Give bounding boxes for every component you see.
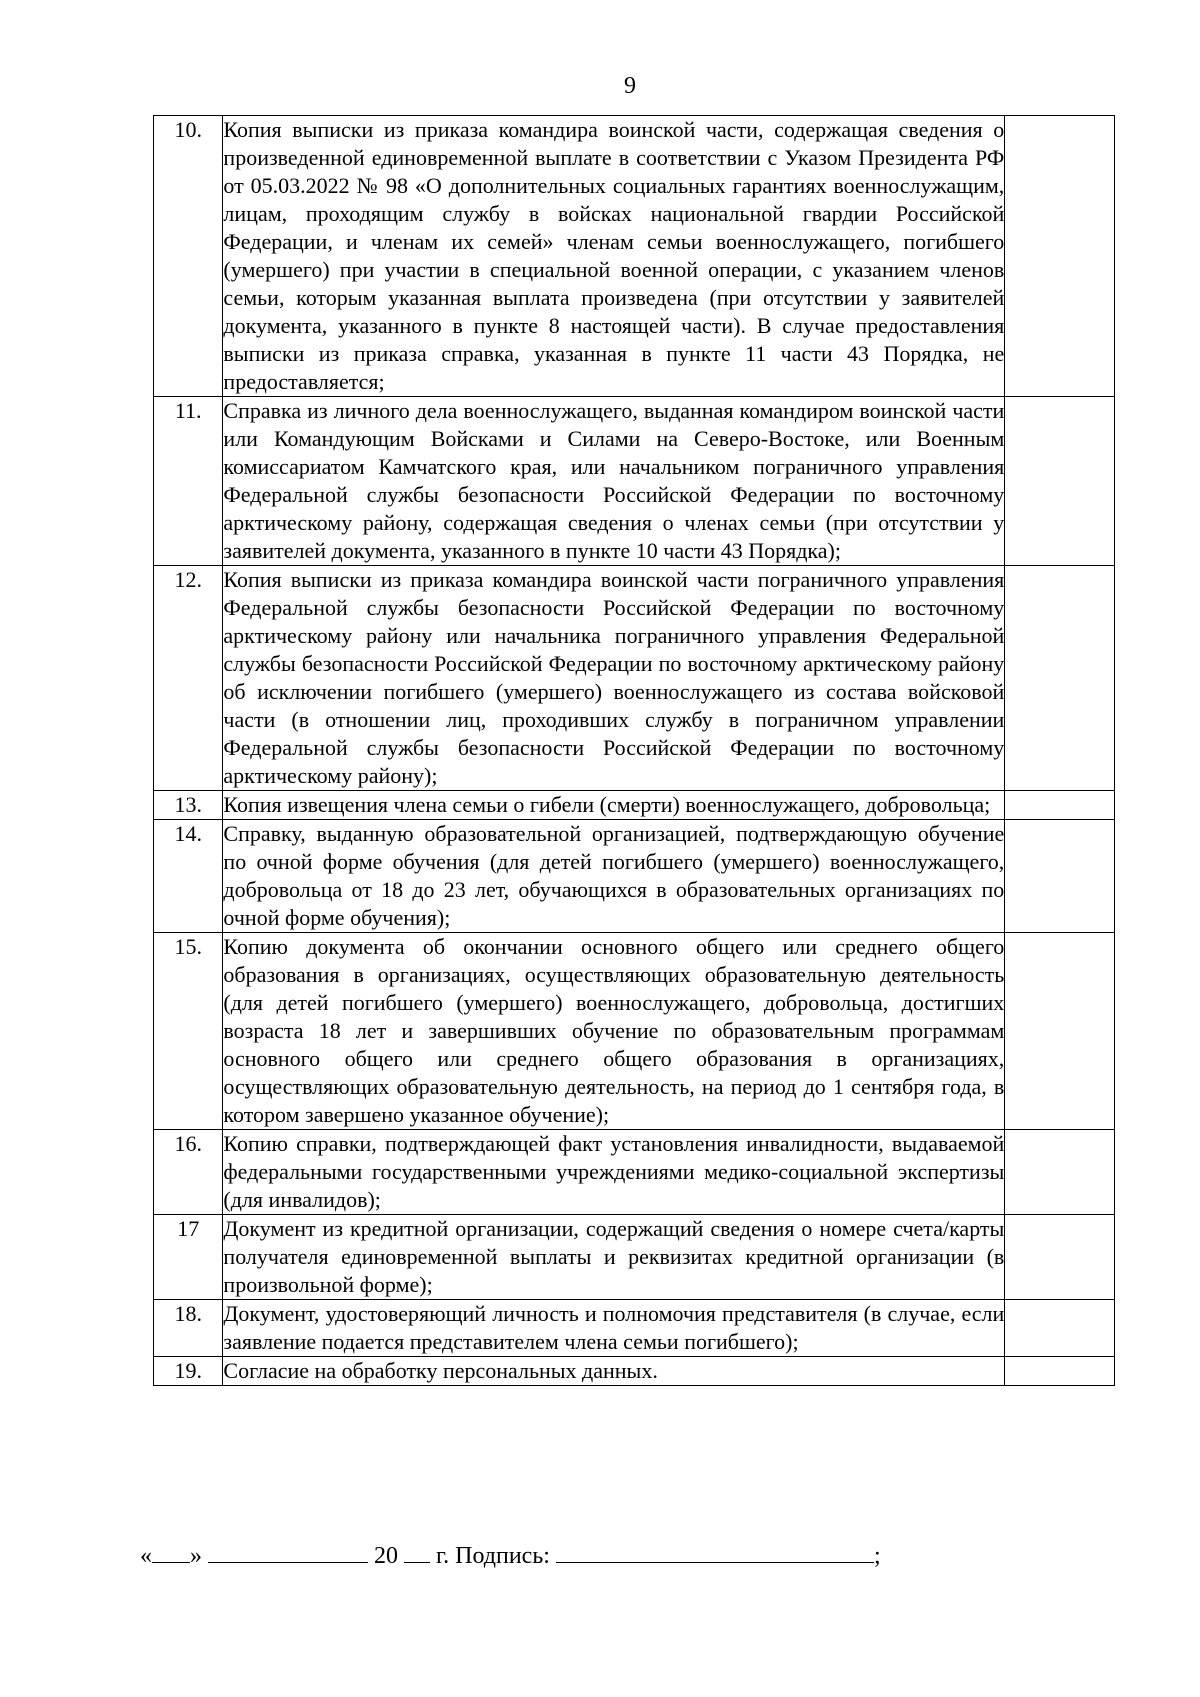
table-row	[154, 933, 1115, 1130]
table-row	[154, 791, 1115, 820]
row-mark-cell[interactable]	[1005, 566, 1115, 791]
table-row	[154, 397, 1115, 566]
table-row	[154, 1215, 1115, 1300]
row-mark-cell[interactable]	[1005, 1300, 1115, 1357]
row-number: 19.	[154, 1357, 223, 1386]
row-text: Согласие на обработку персональных данных.	[223, 1357, 1005, 1386]
row-text: Копия выписки из приказа командира воинской части пограничного управления Федеральной службы безопасности Российской Федерации по восточному арктическому району или начальника пограничного управления Федеральной службы безопасности Российской Федерации по восточному арктическому району об исключении погибшего (умершего) военнослужащего из состава войсковой части (в отношении лиц, проходивших службу в пограничном управлении Федеральной службы безопасности Российской Федерации по восточному арктическому району);	[223, 566, 1005, 791]
table-row	[154, 820, 1115, 933]
documents-table-body	[154, 116, 1115, 1386]
table-row	[154, 566, 1115, 791]
page-number: 9	[624, 73, 636, 99]
year-blank	[404, 1540, 430, 1563]
row-number: 16.	[154, 1130, 223, 1215]
row-number: 18.	[154, 1300, 223, 1357]
row-mark-cell[interactable]	[1005, 1130, 1115, 1215]
row-mark-cell[interactable]	[1005, 1215, 1115, 1300]
row-mark-cell[interactable]	[1005, 791, 1115, 820]
row-mark-cell[interactable]	[1005, 116, 1115, 397]
close-quote: »	[190, 1543, 202, 1569]
row-text: Копия извещения члена семьи о гибели (смерти) военнослужащего, добровольца;	[223, 791, 1005, 820]
signature-blank	[556, 1540, 874, 1563]
row-number: 15.	[154, 933, 223, 1130]
row-mark-cell[interactable]	[1005, 933, 1115, 1130]
row-text: Справку, выданную образовательной организацией, подтверждающую обучение по очной форме обучения (для детей погибшего (умершего) военнослужащего, добровольца от 18 до 23 лет, обучающихся в образовательных организациях по очной форме обучения);	[223, 820, 1005, 933]
row-mark-cell[interactable]	[1005, 397, 1115, 566]
row-mark-cell[interactable]	[1005, 820, 1115, 933]
table-row	[154, 116, 1115, 397]
day-blank	[152, 1540, 190, 1563]
year-prefix: 20	[374, 1543, 398, 1569]
row-number: 10.	[154, 116, 223, 397]
signature-end: ;	[873, 1543, 881, 1569]
row-number: 11.	[154, 397, 223, 566]
row-mark-cell[interactable]	[1005, 1357, 1115, 1386]
open-quote: «	[140, 1543, 152, 1569]
row-text: Копию документа об окончании основного общего или среднего общего образования в организациях, осуществляющих образовательную деятельность (для детей погибшего (умершего) военнослужащего, добровольца, достигших возраста 18 лет и завершивших обучение по образовательным программам основного общего или среднего общего образования в организациях, осуществляющих образовательную деятельность, на период до 1 сентября года, в котором завершено указанное обучение);	[223, 933, 1005, 1130]
row-number: 13.	[154, 791, 223, 820]
row-number: 17	[154, 1215, 223, 1300]
row-text: Копия выписки из приказа командира воинской части, содержащая сведения о произведенной единовременной выплате в соответствии с Указом Президента РФ от 05.03.2022 № 98 «О дополнительных социальных гарантиях военнослужащим, лицам, проходящим службу в войсках национальной гвардии Российской Федерации, и членам их семей» членам семьи военнослужащего, погибшего (умершего) при участии в специальной военной операции, с указанием членов семьи, которым указанная выплата произведена (при отсутствии у заявителей документа, указанного в пункте 8 настоящей части). В случае предоставления выписки из приказа справка, указанная в пункте 11 части 43 Порядка, не предоставляется;	[223, 116, 1005, 397]
row-number: 12.	[154, 566, 223, 791]
row-number: 14.	[154, 820, 223, 933]
table-row	[154, 1357, 1115, 1386]
month-blank	[208, 1540, 368, 1563]
row-text: Справка из личного дела военнослужащего, выданная командиром воинской части или Командующим Войсками и Силами на Северо-Востоке, или Военным комиссариатом Камчатского края, или начальником пограничного управления Федеральной службы безопасности Российской Федерации по восточному арктическому району, содержащая сведения о членах семьи (при отсутствии у заявителей документа, указанного в пункте 10 части 43 Порядка);	[223, 397, 1005, 566]
signature-line	[140, 1540, 881, 1571]
table-row	[154, 1130, 1115, 1215]
row-text: Документ, удостоверяющий личность и полномочия представителя (в случае, если заявление подается представителем члена семьи погибшего);	[223, 1300, 1005, 1357]
signature-label: г. Подпись:	[436, 1543, 550, 1569]
row-text: Документ из кредитной организации, содержащий сведения о номере счета/карты получателя единовременной выплаты и реквизитах кредитной организации (в произвольной форме);	[223, 1215, 1005, 1300]
row-text: Копию справки, подтверждающей факт установления инвалидности, выдаваемой федеральными государственными учреждениями медико-социальной экспертизы (для инвалидов);	[223, 1130, 1005, 1215]
documents-table	[153, 115, 1115, 1386]
table-row	[154, 1300, 1115, 1357]
